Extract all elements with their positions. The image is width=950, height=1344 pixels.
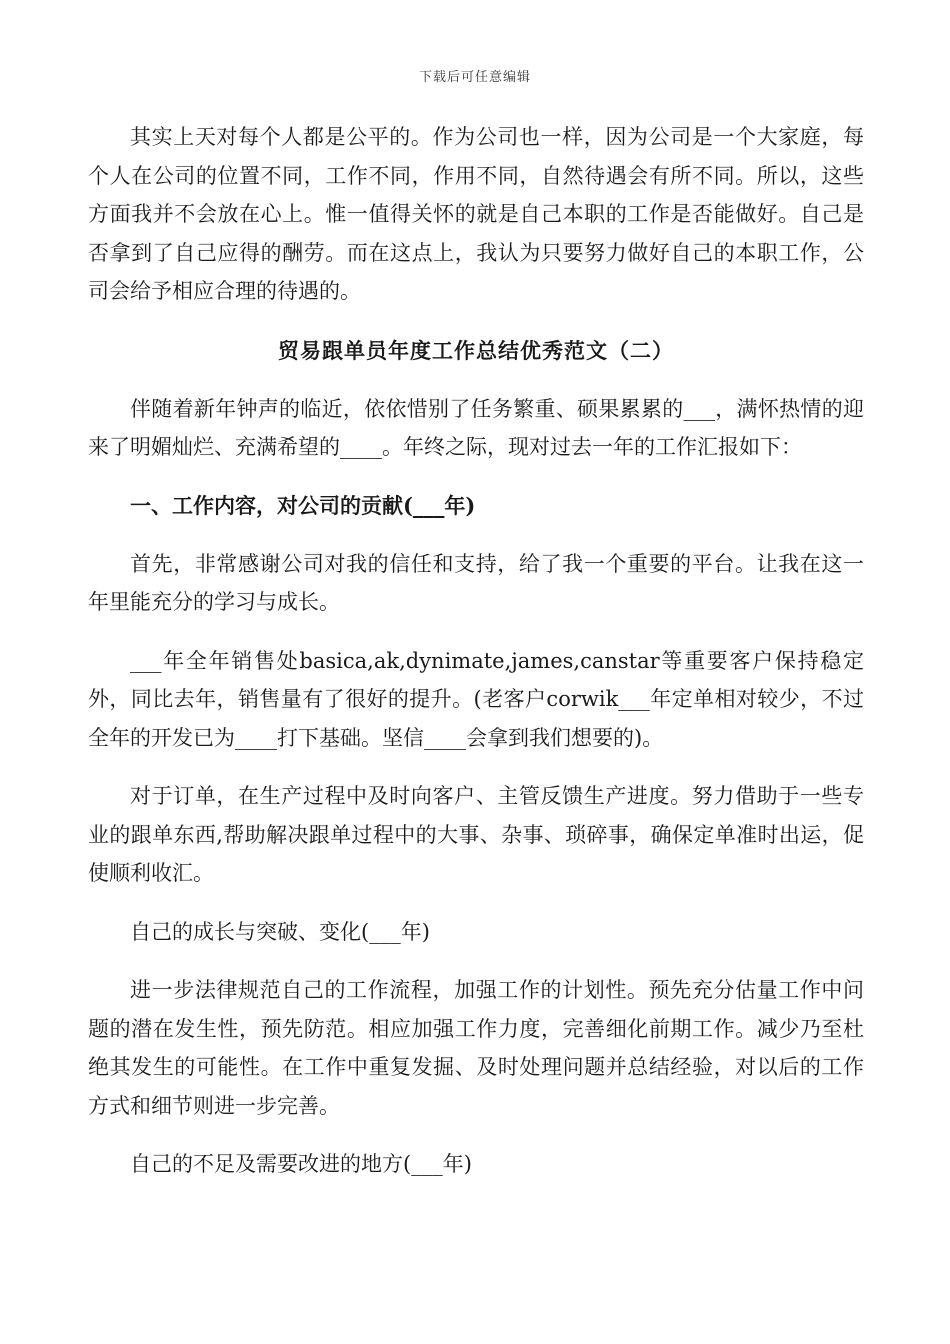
page-header: 下载后可任意编辑 bbox=[418, 70, 531, 85]
paragraph-orders: 对于订单，在生产过程中及时向客户、主管反馈生产进度。努力借助于一些专业的跟单东西,帮助解决跟单过程中的大事、杂事、琐碎事，确保定单准时出运，促使顺利收汇。 bbox=[88, 784, 864, 885]
paragraph-workflow: 进一步法律规范自己的工作流程，加强工作的计划性。预先充分估量工作中问题的潜在发生性，预先防范。相应加强工作力度，完善细化前期工作。减少乃至杜绝其发生的可能性。在工作中重复发掘、及时处理问题并总结经验，对以后的工作方式和细节则进一步完善。 bbox=[88, 978, 864, 1118]
paragraph-shortcomings-heading: 自己的不足及需要改进的地方(___年) bbox=[130, 1152, 472, 1176]
paragraph-sales: ___年全年销售处basica,ak,dynimate,james,canstar等重要客户保持稳定外，同比去年，销售量有了很好的提升。(老客户corwik___年定单相对较少，不过全年的开发已为____打下基础。坚信____会拿到我们想要的)。 bbox=[88, 648, 864, 750]
paragraph-intro: 伴随着新年钟声的临近，依依惜别了任务繁重、硕果累累的___，满怀热情的迎来了明媚灿烂、充满希望的____。年终之际，现对过去一年的工作汇报如下： bbox=[88, 396, 864, 459]
document-body bbox=[88, 118, 864, 1184]
paragraph-growth-heading: 自己的成长与突破、变化(___年) bbox=[130, 919, 430, 944]
section-heading-contribution: 一、工作内容，对公司的贡献(___年) bbox=[130, 492, 476, 518]
paragraph-fairness: 其实上天对每个人都是公平的。作为公司也一样，因为公司是一个大家庭，每个人在公司的位置不同，工作不同，作用不同，自然待遇会有所不同。所以，这些方面我并不会放在心上。惟一值得关怀的就是自己本职的工作是否能做好。自己是否拿到了自己应得的酬劳。而在这点上，我认为只要努力做好自己的本职工作，公司会给予相应合理的待遇的。 bbox=[88, 125, 864, 303]
document-title: 贸易跟单员年度工作总结优秀范文（二） bbox=[278, 337, 674, 363]
paragraph-thanks: 首先，非常感谢公司对我的信任和支持，给了我一个重要的平台。让我在这一年里能充分的学习与成长。 bbox=[88, 551, 864, 614]
